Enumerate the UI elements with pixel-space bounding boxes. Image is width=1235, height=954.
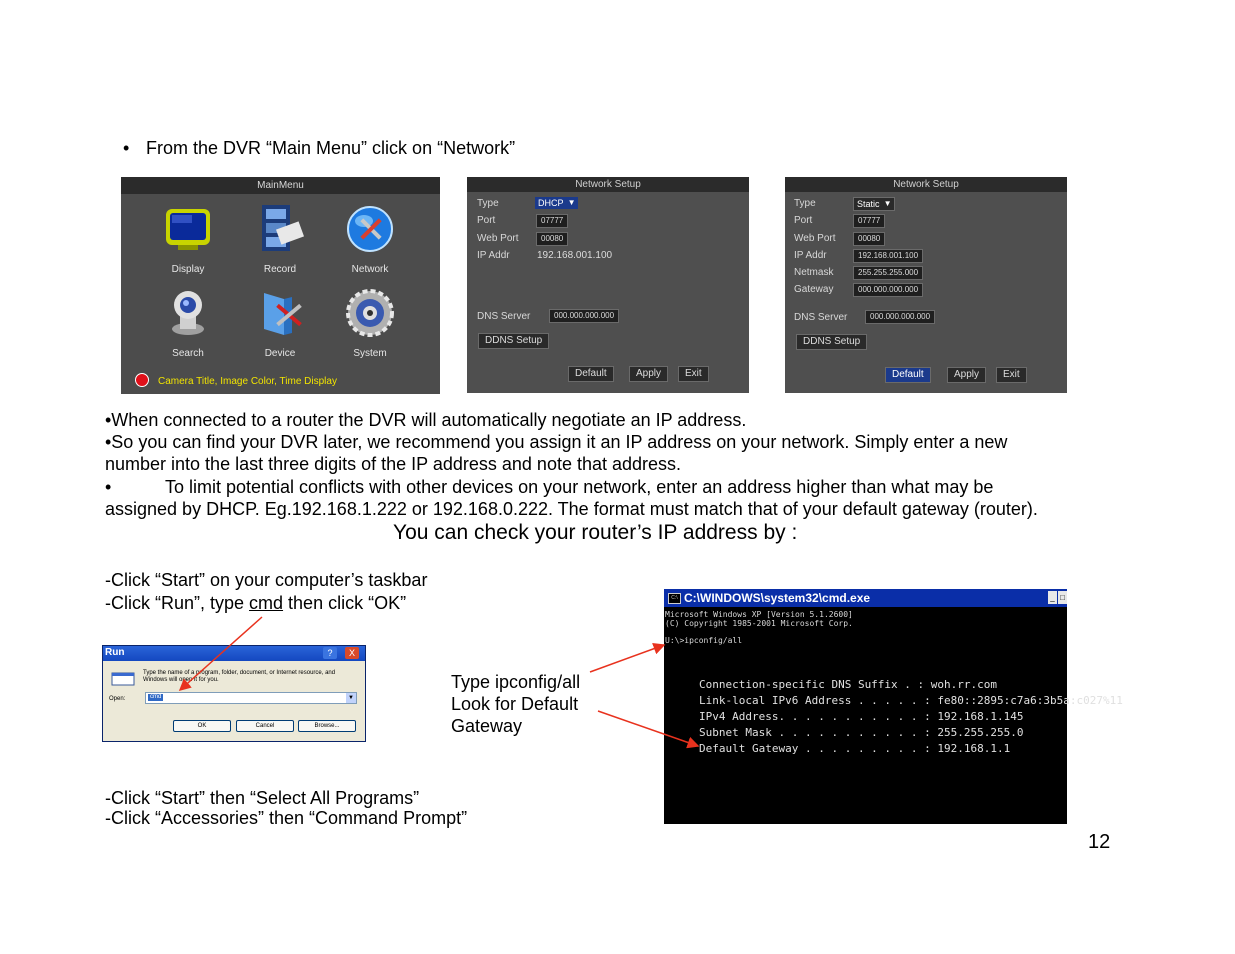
- main-menu-footer: Camera Title, Image Color, Time Display: [158, 376, 337, 387]
- paragraph-auto-negotiate: •When connected to a router the DVR will automatically negotiate an IP address.: [105, 410, 747, 430]
- web-port-field[interactable]: 00080: [853, 232, 885, 246]
- page-number: 12: [1088, 831, 1111, 853]
- paragraph-conflict-bullet: •: [105, 477, 112, 497]
- default-button[interactable]: Default: [568, 366, 614, 382]
- type-select[interactable]: DHCP ▼: [535, 197, 578, 209]
- paragraph-assign-ip-line2: number into the last three digits of the IP address and note that address.: [105, 454, 682, 474]
- dns-server-field[interactable]: 000.000.000.000: [865, 310, 935, 324]
- dns-server-label: DNS Server: [794, 312, 848, 323]
- netmask-field[interactable]: 255.255.255.000: [853, 266, 923, 280]
- gateway-field[interactable]: 000.000.000.000: [853, 283, 923, 297]
- browse-button[interactable]: Browse...: [298, 720, 356, 732]
- dns-server-field[interactable]: 000.000.000.000: [549, 309, 619, 323]
- run-title: Run: [105, 647, 125, 658]
- menu-item-label: Network: [351, 264, 389, 275]
- step-select-all-programs: -Click “Start” then “Select All Programs”: [105, 788, 420, 808]
- instruction-line3: Gateway: [451, 716, 523, 736]
- step-click-run: -Click “Run”, type cmd then click “OK”: [105, 593, 407, 613]
- help-button[interactable]: ?: [323, 647, 337, 659]
- chevron-down-icon[interactable]: ▼: [346, 693, 356, 703]
- gateway-label: Gateway: [794, 284, 834, 295]
- maximize-button[interactable]: □: [1058, 591, 1067, 604]
- menu-item-label: Device: [264, 348, 296, 359]
- run-description: Type the name of a program, folder, document, or Internet resource, and Windows will open it for you.: [143, 670, 336, 683]
- arrow-to-ipconfig: [590, 645, 664, 672]
- cmd-prompt-line: U:\>ipconfig/all: [665, 636, 743, 645]
- arrow-to-run-input: [180, 617, 262, 690]
- ip-addr-label: IP Addr: [477, 250, 510, 261]
- dns-server-label: DNS Server: [477, 311, 531, 322]
- cmd-app-icon: C:\: [668, 593, 681, 604]
- network-setup-title: Network Setup: [467, 177, 749, 192]
- open-input-value: cmd: [150, 694, 162, 700]
- exit-button[interactable]: Exit: [678, 366, 709, 382]
- apply-button[interactable]: Apply: [629, 366, 668, 382]
- type-label: Type: [477, 198, 499, 209]
- cmd-copyright-line: (C) Copyright 1985-2001 Microsoft Corp.: [665, 619, 853, 628]
- ok-button[interactable]: OK: [173, 720, 231, 732]
- chevron-down-icon: ▼: [567, 198, 576, 207]
- network-setup-title: Network Setup: [785, 177, 1067, 192]
- port-label: Port: [477, 215, 496, 226]
- main-menu-title: MainMenu: [121, 177, 440, 194]
- open-label: Open:: [109, 696, 126, 702]
- web-port-label: Web Port: [794, 233, 836, 244]
- step-command-prompt: -Click “Accessories” then “Command Prompt”: [105, 808, 468, 828]
- arrow-to-default-gateway: [598, 711, 698, 746]
- cmd-ipv4-line: IPv4 Address. . . . . . . . . . . : 192.168.1.145: [699, 710, 1024, 723]
- paragraph-conflict-line1: To limit potential conflicts with other devices on your network, enter an address higher than what may be: [165, 477, 994, 497]
- check-router-heading: You can check your router’s IP address by :: [393, 521, 798, 544]
- ip-addr-field[interactable]: 192.168.001.100: [853, 249, 923, 263]
- type-select[interactable]: Static ▼: [853, 197, 895, 211]
- cmd-subnet-line: Subnet Mask . . . . . . . . . . . : 255.255.255.0: [699, 726, 1024, 739]
- port-field[interactable]: 07777: [536, 214, 568, 228]
- cmd-dns-suffix-line: Connection-specific DNS Suffix . : woh.rr.com: [699, 678, 998, 691]
- paragraph-assign-ip-line1: •So you can find your DVR later, we recommend you assign it an IP address on your network. Simply enter a new: [105, 432, 1008, 452]
- netmask-label: Netmask: [794, 267, 834, 278]
- menu-item-label: Display: [171, 264, 205, 275]
- instruction-line2: Look for Default: [451, 694, 579, 714]
- cmd-gateway-line: Default Gateway . . . . . . . . . : 192.168.1.1: [699, 742, 1011, 755]
- web-port-field[interactable]: 00080: [536, 232, 568, 246]
- minimize-button[interactable]: _: [1048, 591, 1057, 604]
- web-port-label: Web Port: [477, 233, 519, 244]
- menu-item-label: Record: [263, 264, 297, 275]
- instruction-line1: Type ipconfig/all: [451, 672, 581, 692]
- exit-button[interactable]: Exit: [996, 367, 1027, 383]
- paragraph-conflict-line2: assigned by DHCP. Eg.192.168.1.222 or 192.168.0.222. The format must match that of your default gateway (router).: [105, 499, 1038, 519]
- ip-addr-label: IP Addr: [794, 250, 827, 261]
- ddns-setup-button[interactable]: DDNS Setup: [796, 334, 867, 350]
- cmd-version-line: Microsoft Windows XP [Version 5.1.2600]: [665, 610, 853, 619]
- port-label: Port: [794, 215, 813, 226]
- close-button[interactable]: X: [345, 647, 359, 659]
- ddns-setup-button[interactable]: DDNS Setup: [478, 333, 549, 349]
- ip-addr-value: 192.168.001.100: [537, 250, 613, 261]
- port-field[interactable]: 07777: [853, 214, 885, 228]
- intro-text: From the DVR “Main Menu” click on “Network”: [146, 138, 516, 158]
- chevron-down-icon: ▼: [883, 199, 892, 208]
- type-label: Type: [794, 198, 816, 209]
- cmd-keyword: cmd: [249, 593, 284, 613]
- step-click-start: -Click “Start” on your computer’s taskbar: [105, 570, 428, 590]
- cancel-button[interactable]: Cancel: [236, 720, 294, 732]
- cmd-title: C:\WINDOWS\system32\cmd.exe: [684, 591, 871, 605]
- cmd-ipv6-line: Link-local IPv6 Address . . . . . : fe80::2895:c7a6:3b5a:c027%11: [699, 694, 1123, 707]
- apply-button[interactable]: Apply: [947, 367, 986, 383]
- menu-item-label: Search: [172, 348, 204, 359]
- default-button[interactable]: Default: [885, 367, 931, 383]
- intro-bullet: •: [123, 138, 130, 158]
- menu-item-label: System: [353, 348, 387, 359]
